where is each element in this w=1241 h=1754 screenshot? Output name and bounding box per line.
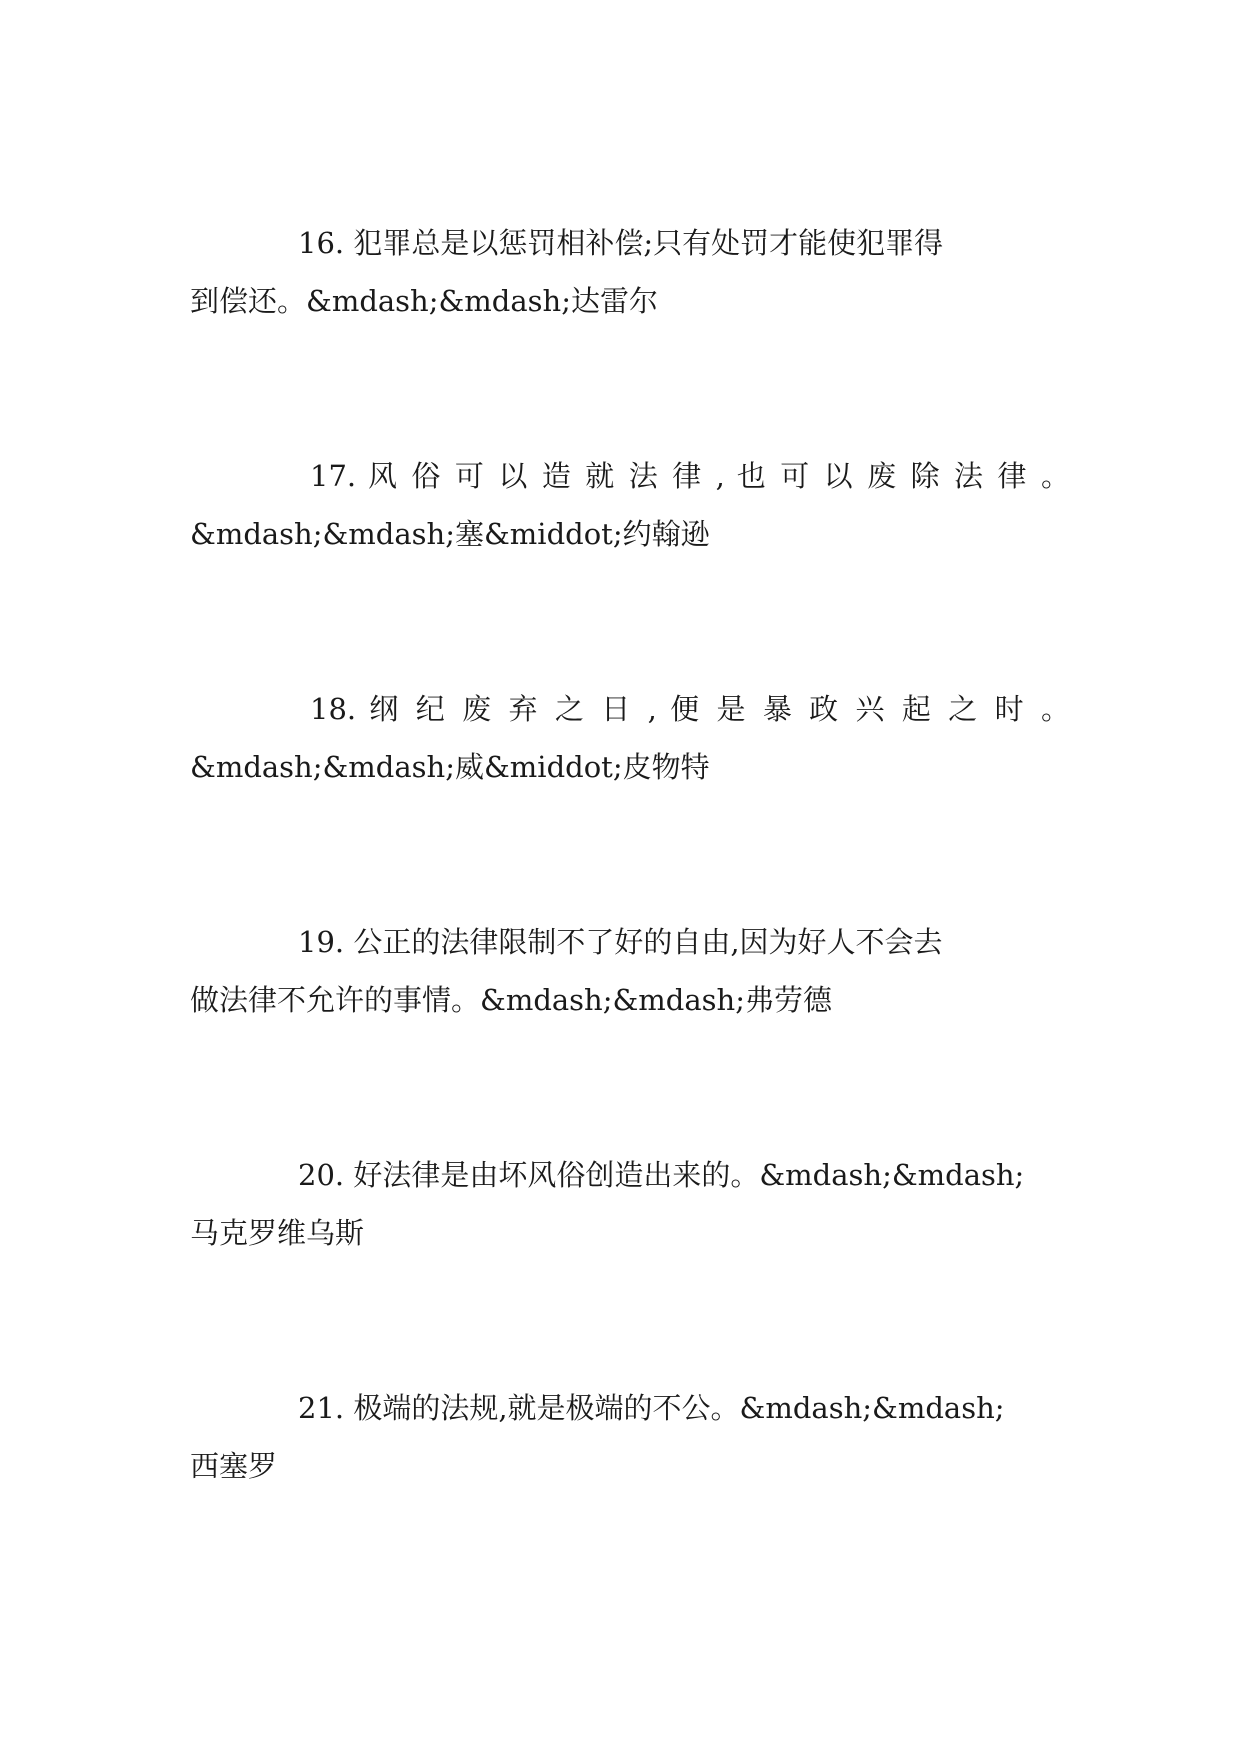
- quote-line-2: 做法律不允许的事情。&mdash;&mdash;弗劳德: [190, 983, 832, 1017]
- quote-17: [190, 447, 1070, 563]
- quote-16: [190, 214, 1070, 330]
- quote-line-1: 18. 纲 纪 废 弃 之 日 , 便 是 暴 政 兴 起 之 时 。: [310, 692, 1070, 726]
- quote-line-1: 19. 公正的法律限制不了好的自由,因为好人不会去: [298, 925, 943, 959]
- quote-line-2: &mdash;&mdash;塞&middot;约翰逊: [190, 517, 710, 551]
- quote-line-1: 20. 好法律是由坏风俗创造出来的。&mdash;&mdash;: [298, 1158, 1025, 1192]
- quote-line-2: &mdash;&mdash;威&middot;皮物特: [190, 750, 710, 784]
- quote-line-1: 16. 犯罪总是以惩罚相补偿;只有处罚才能使犯罪得: [298, 226, 944, 260]
- quote-line-2: 到偿还。&mdash;&mdash;达雷尔: [190, 284, 658, 318]
- quote-line-1: 21. 极端的法规,就是极端的不公。&mdash;&mdash;: [298, 1391, 1005, 1425]
- quote-19: [190, 913, 1070, 1029]
- quote-21: [190, 1379, 1070, 1495]
- quote-line-2: 马克罗维乌斯: [190, 1216, 365, 1250]
- quote-line-1: 17. 风 俗 可 以 造 就 法 律 , 也 可 以 废 除 法 律 。: [310, 459, 1070, 493]
- quote-line-2: 西塞罗: [190, 1449, 278, 1483]
- quote-20: [190, 1146, 1070, 1262]
- quote-18: [190, 680, 1070, 796]
